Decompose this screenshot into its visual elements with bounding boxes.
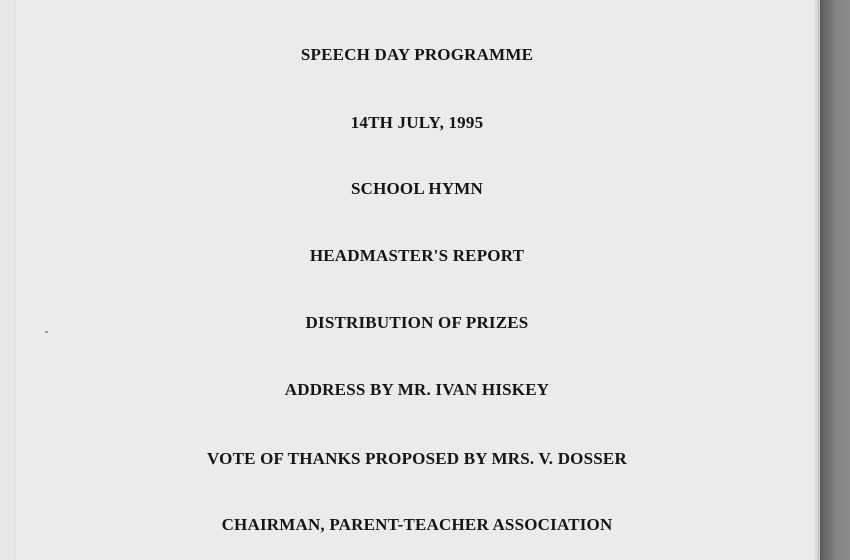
programme-title: SPEECH DAY PROGRAMME — [300, 45, 534, 64]
programme-item-school-hymn: SCHOOL HYMN — [350, 179, 484, 198]
programme-sheet — [16, 0, 818, 560]
programme-item-chairman: CHAIRMAN, PARENT-TEACHER ASSOCIATION — [221, 515, 613, 534]
programme-item-address: ADDRESS BY MR. IVAN HISKEY — [284, 380, 550, 399]
paper-speck — [45, 331, 48, 333]
programme-item-distribution-of-prizes: DISTRIBUTION OF PRIZES — [305, 313, 529, 332]
programme-date: 14TH JULY, 1995 — [350, 113, 484, 132]
background-shadow — [820, 0, 850, 560]
programme-item-headmasters-report: HEADMASTER'S REPORT — [309, 246, 525, 265]
programme-item-vote-of-thanks: VOTE OF THANKS PROPOSED BY MRS. V. DOSSER — [207, 449, 627, 468]
paper-edge — [813, 0, 818, 560]
